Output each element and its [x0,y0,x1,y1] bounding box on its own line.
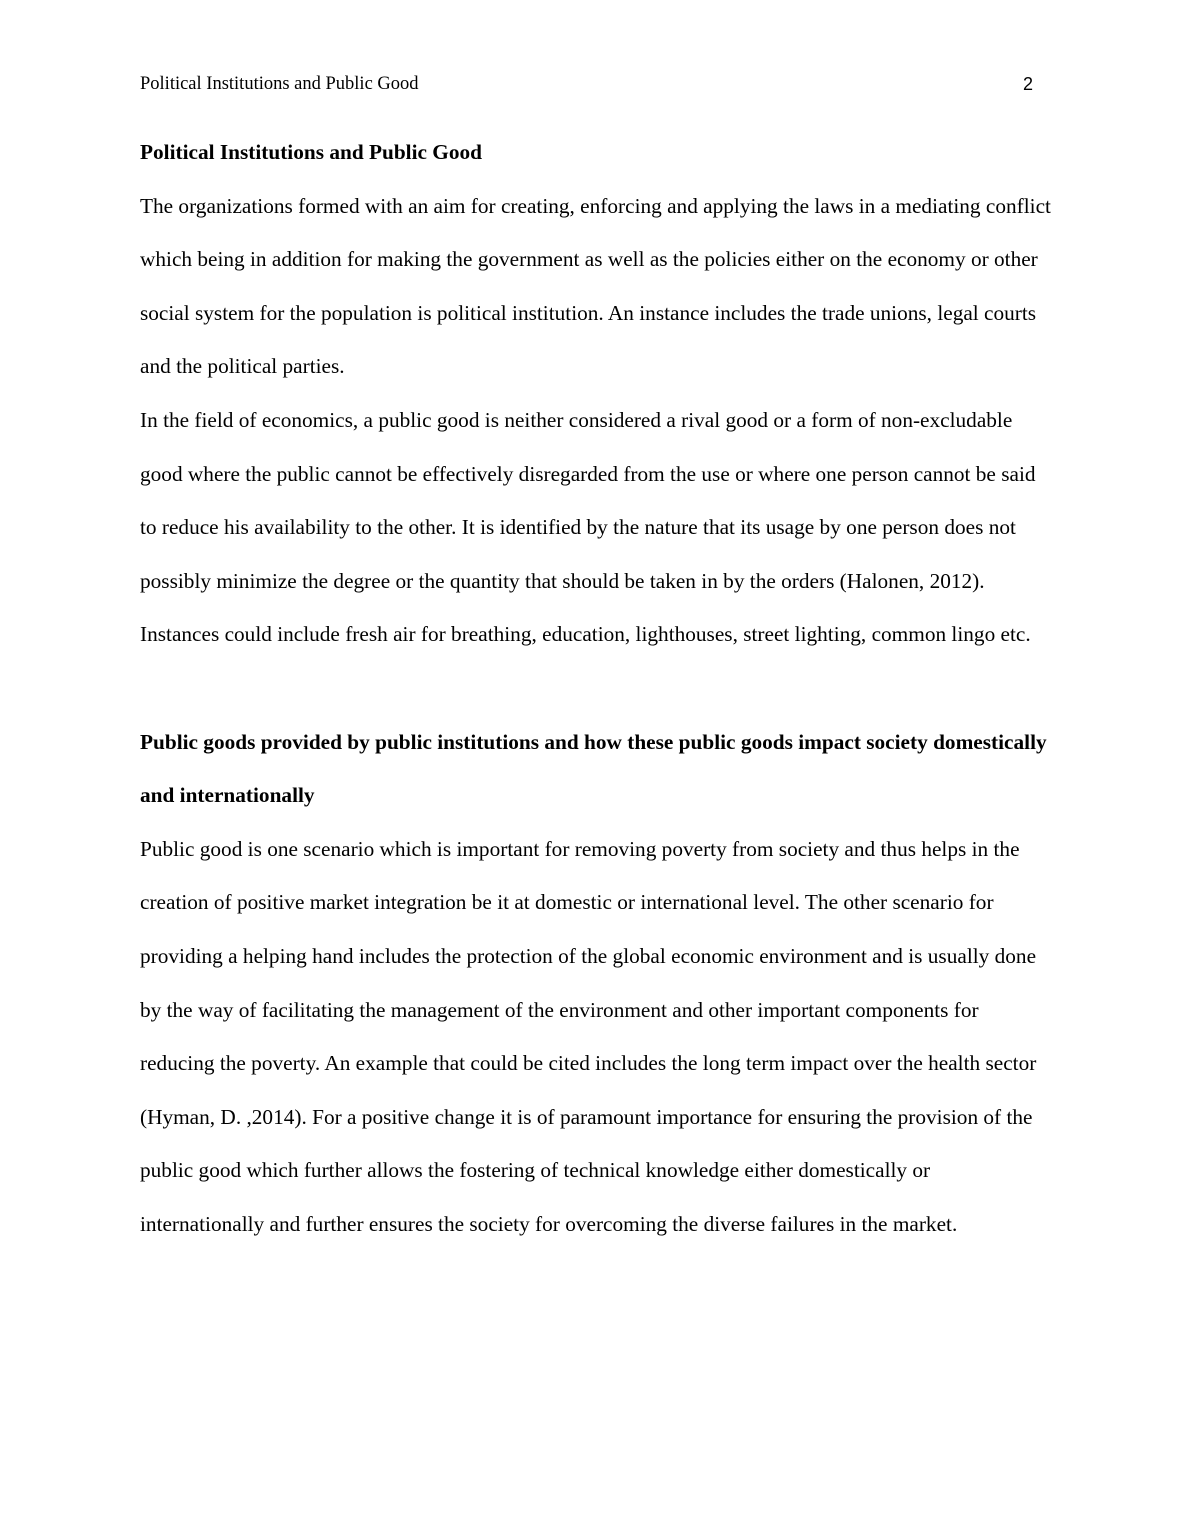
document-body [140,126,1052,1251]
paragraph-1: The organizations formed with an aim for creating, enforcing and applying the laws in a mediating conflict which being in addition for making the government as well as the policies either on the economy or other social system for the population is political institution. An instance includes the trade unions, legal courts and the political parties. [140,193,1051,379]
running-head [140,72,1033,96]
blank-line [140,662,1052,716]
paragraph-3: Public good is one scenario which is important for removing poverty from society and thus helps in the creation of positive market integration be it at domestic or international level. The other scenario for providing a helping hand includes the protection of the global economic environment and is usually done by the way of facilitating the management of the environment and other important components for reducing the poverty. An example that could be cited includes the long term impact over the health sector (Hyman, D. ,2014). For a positive change it is of paramount importance for ensuring the provision of the public good which further allows the fostering of technical knowledge either domestically or internationally and further ensures the society for overcoming the diverse failures in the market. [140,836,1037,1236]
page-number: 2 [1022,74,1033,94]
section-heading-1: Political Institutions and Public Good [140,140,482,164]
section-heading-2: Public goods provided by public institutions and how these public goods impact society domestically and internationally [140,729,1047,808]
paragraph-2: In the field of economics, a public good is neither considered a rival good or a form of non-excludable good where the public cannot be effectively disregarded from the use or where one person cannot be said to reduce his availability to the other. It is identified by the nature that its usage by one person does not possibly minimize the degree or the quantity that should be taken in by the orders (Halonen, 2012). Instances could include fresh air for breathing, education, lighthouses, street lighting, common lingo etc. [140,407,1036,647]
running-head-title: Political Institutions and Public Good [140,74,419,94]
